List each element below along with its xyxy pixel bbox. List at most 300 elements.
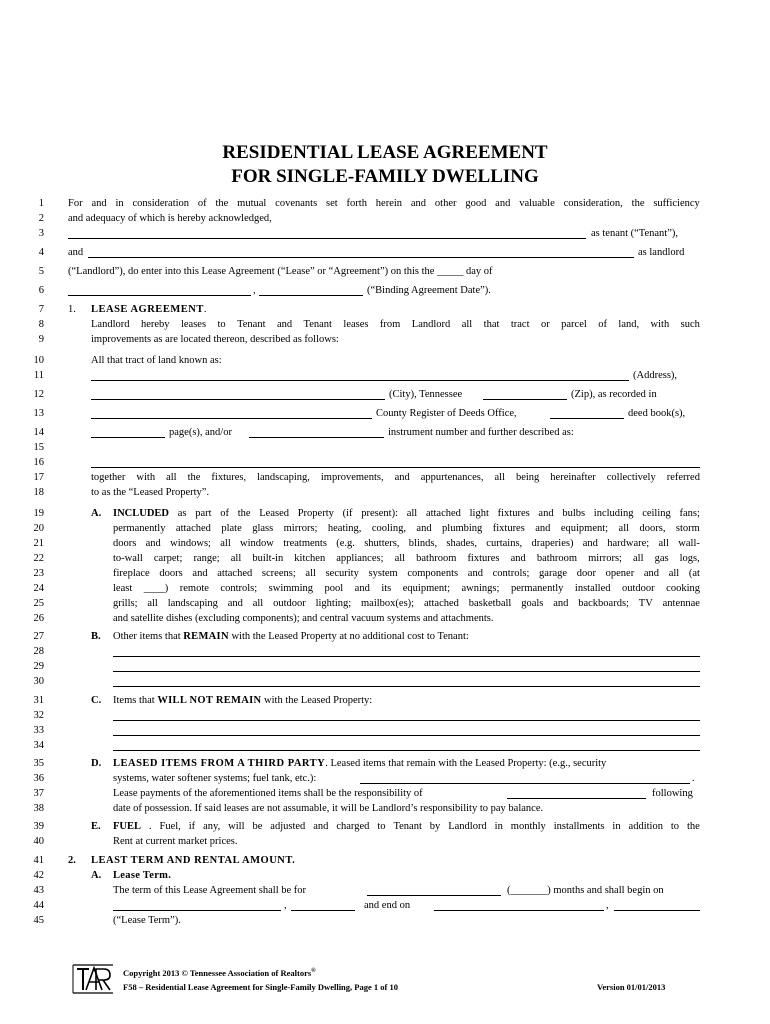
address-field[interactable] — [91, 380, 629, 381]
intro-and-label: and — [68, 247, 84, 258]
line-number: 11 — [33, 370, 44, 381]
agreement-year-field[interactable] — [259, 295, 363, 296]
word: consideration, — [563, 198, 623, 209]
lease-term-months-label: (_______) months and shall begin on — [507, 885, 664, 896]
section-2-heading: LEAST TERM AND RENTAL AMOUNT. — [91, 855, 296, 866]
word: hereinafter — [550, 472, 596, 483]
section-2a-label: A. — [91, 870, 102, 881]
word: installments — [553, 821, 605, 832]
line-number: 32 — [33, 710, 44, 721]
word: parcel — [561, 319, 587, 330]
word: doors — [113, 538, 137, 549]
word: from — [379, 319, 401, 330]
item-d-label: D. — [91, 758, 102, 769]
word: the — [237, 508, 251, 519]
line-number: 30 — [33, 676, 44, 687]
word: appliances; — [336, 553, 384, 564]
item-d-line-35 — [113, 757, 606, 770]
word: fixtures — [467, 553, 500, 564]
word: to — [377, 821, 386, 832]
document-title-line2: FOR SINGLE-FAMILY DWELLING — [231, 166, 539, 187]
word: all — [305, 568, 316, 579]
item-a-line-23 — [113, 567, 700, 580]
word: Landlord — [91, 319, 130, 330]
word: door — [576, 568, 596, 579]
word: improvements, — [320, 472, 384, 483]
word: cooling, — [371, 523, 406, 534]
lease-start-month-day-field[interactable] — [113, 910, 281, 911]
lease-payment-responsibility-field[interactable] — [507, 798, 646, 799]
not-remain-items-field-2[interactable] — [113, 735, 700, 736]
line-number: 23 — [33, 568, 44, 579]
word: heating, — [327, 523, 362, 534]
word: blinds, — [408, 538, 438, 549]
word: sufficiency — [653, 198, 700, 209]
word: and — [227, 598, 243, 609]
word: mirrors; — [283, 523, 318, 534]
word: windows; — [170, 538, 211, 549]
word: and — [276, 319, 293, 330]
agreement-month-day-field[interactable] — [68, 295, 251, 296]
word: outdoor — [622, 583, 655, 594]
lease-start-year-field[interactable] — [291, 910, 355, 911]
word: set — [326, 198, 338, 209]
word: the — [187, 472, 201, 483]
word: and — [467, 568, 483, 579]
landlord-name-field[interactable] — [88, 257, 634, 258]
word: and — [394, 472, 410, 483]
intro-tenant-label: as tenant (“Tenant”), — [591, 228, 679, 239]
word: Leased — [259, 508, 289, 519]
line-number: 28 — [33, 646, 44, 657]
section-1-text-18: to as the “Leased Property”. — [91, 487, 210, 498]
word: all — [668, 568, 680, 579]
footer-copyright — [123, 968, 316, 978]
line-number: 22 — [33, 553, 44, 564]
word: leases — [343, 319, 369, 330]
word: and — [91, 198, 107, 209]
word: all — [461, 319, 473, 330]
word: installed — [574, 583, 611, 594]
word: glass — [252, 523, 274, 534]
word: backboards; — [578, 598, 629, 609]
word: or — [540, 319, 550, 330]
word: (e.g. — [336, 538, 355, 549]
not-remain-items-field-3[interactable] — [113, 750, 700, 751]
document-title-line1: RESIDENTIAL LEASE AGREEMENT — [222, 142, 548, 163]
word: Landlord — [411, 319, 451, 330]
word: all — [406, 508, 418, 519]
line-number: 44 — [33, 900, 44, 911]
word: hardware; — [607, 538, 650, 549]
word: . — [148, 821, 152, 832]
word: together — [91, 472, 126, 483]
word: swimming — [268, 583, 313, 594]
word: logs, — [679, 553, 700, 564]
intro-text-5: (“Landlord”), do enter into this Lease Agreement (“Lease” or “Agreement”) on this the _____ day of — [68, 266, 493, 277]
word: to — [670, 821, 680, 832]
lease-term-months-words-field[interactable] — [367, 895, 501, 896]
line-number: 31 — [33, 695, 44, 706]
line-number: 29 — [33, 661, 44, 672]
item-d-period: . — [692, 773, 695, 784]
registered-mark: ® — [311, 968, 316, 975]
item-a-line-19 — [113, 507, 700, 520]
lease-end-comma: , — [606, 900, 609, 911]
word: such — [680, 319, 700, 330]
word: that — [483, 319, 500, 330]
word: referred — [666, 472, 700, 483]
line-number: 39 — [33, 821, 44, 832]
line-number: 13 — [33, 408, 44, 419]
intro-line-1 — [68, 197, 700, 210]
word: addition — [628, 821, 663, 832]
word: permanently — [510, 583, 564, 594]
word: mirrors; — [588, 553, 622, 564]
word: and — [145, 538, 161, 549]
item-a-line-25 — [113, 597, 700, 610]
deed-book-field[interactable] — [550, 418, 624, 419]
word: by — [429, 821, 441, 832]
item-a-line-24 — [113, 582, 700, 595]
line-number: 18 — [33, 487, 44, 498]
word: land, — [618, 319, 640, 330]
item-d-text-37: Lease payments of the aforementioned items shall be the responsibility of — [113, 788, 423, 799]
word: as — [177, 508, 187, 519]
word: bulbs — [562, 508, 586, 519]
word: bathroom — [536, 553, 578, 564]
item-a-line-20 — [113, 522, 700, 535]
line-number: 16 — [33, 457, 44, 468]
line-number: 42 — [33, 870, 44, 881]
line-number: 25 — [33, 598, 44, 609]
city-label: (City), Tennessee — [389, 389, 463, 400]
section-2-number: 2. — [68, 855, 76, 866]
word: Property — [297, 508, 334, 519]
word: to — [217, 319, 226, 330]
word: Landlord — [448, 821, 487, 832]
word: good — [465, 198, 487, 209]
word: the — [687, 821, 700, 832]
description-field[interactable] — [91, 467, 700, 468]
line-number: 3 — [38, 228, 44, 239]
lease-term-text-43: The term of this Lease Agreement shall be for — [113, 885, 307, 896]
instrument-number-label: instrument number and further described as: — [388, 427, 574, 438]
item-e-label: E. — [91, 821, 101, 832]
word: and — [538, 508, 554, 519]
word: system — [368, 568, 398, 579]
word: shades, — [446, 538, 477, 549]
word: all — [252, 598, 264, 609]
line-number: 10 — [33, 355, 44, 366]
line-number: 37 — [33, 788, 44, 799]
item-a-line-21 — [113, 537, 700, 550]
word: herein — [375, 198, 403, 209]
word: valuable — [519, 198, 555, 209]
word: and — [410, 198, 427, 209]
zip-label: (Zip), as recorded in — [571, 389, 657, 400]
line-number: 26 — [33, 613, 44, 624]
word: landscaping — [167, 598, 218, 609]
word: and — [354, 583, 370, 594]
word: in — [612, 821, 621, 832]
line-number: 43 — [33, 885, 44, 896]
section-1-heading — [91, 303, 207, 316]
item-e-text-40: Rent at current market prices. — [113, 836, 238, 847]
line-number: 6 — [38, 285, 44, 296]
item-d-text-38: date of possession. If said leases are not assumable, it will be Landlord’s responsibility to pay balance. — [113, 803, 544, 814]
word: equipment; — [560, 523, 609, 534]
word: built-in — [252, 553, 284, 564]
lease-end-label: and end on — [364, 900, 411, 911]
word: pool — [324, 583, 344, 594]
word: of — [197, 198, 207, 209]
remain-items-field-3[interactable] — [113, 686, 700, 687]
city-field[interactable] — [91, 399, 385, 400]
footer-form-title: F58 – Residential Lease Agreement for Single-Family Dwelling, Page 1 of 10 — [123, 982, 398, 992]
zip-field[interactable] — [483, 399, 567, 400]
word: attached — [175, 523, 211, 534]
line-number: 19 — [33, 508, 44, 519]
line-number: 1 — [38, 198, 44, 209]
section-1-number: 1. — [68, 304, 76, 315]
word: plumbing — [442, 523, 483, 534]
word: appurtenances, — [420, 472, 484, 483]
pages-field[interactable] — [91, 437, 165, 438]
word: and — [643, 568, 660, 579]
word: any, — [203, 821, 221, 832]
word: and — [510, 553, 526, 564]
word: fixtures, — [211, 472, 247, 483]
remain-items-field-1[interactable] — [113, 656, 700, 657]
word: part — [195, 508, 212, 519]
word: FUEL — [113, 821, 142, 832]
county-field[interactable] — [91, 418, 372, 419]
word: cooking — [666, 583, 700, 594]
pages-label: page(s), and/or — [169, 427, 232, 438]
word: be — [252, 821, 263, 832]
line-number: 8 — [38, 319, 44, 330]
word: antennae — [662, 598, 700, 609]
line-number: 35 — [33, 758, 44, 769]
lease-term-label: (“Lease Term”). — [113, 915, 181, 926]
word: adjusted — [270, 821, 306, 832]
word: forth — [346, 198, 367, 209]
item-c-pre: Items that — [113, 695, 155, 706]
word: fans; — [679, 508, 700, 519]
leased-items-field[interactable] — [360, 783, 690, 784]
word: window — [240, 538, 274, 549]
lease-end-year-field[interactable] — [614, 910, 700, 911]
word: attached — [217, 568, 253, 579]
line-number: 34 — [33, 740, 44, 751]
word: collectively — [606, 472, 656, 483]
lease-term-heading: Lease Term. — [113, 870, 172, 881]
deed-book-label: deed book(s), — [628, 408, 686, 419]
item-b-pre: Other items that — [113, 631, 181, 642]
word: all — [494, 472, 505, 483]
word: gas — [654, 553, 669, 564]
word: its — [381, 583, 392, 594]
word: controls; — [492, 568, 530, 579]
item-a-line-22 — [113, 552, 700, 565]
word: Fuel, — [159, 821, 181, 832]
line-number: 2 — [38, 213, 44, 224]
tenant-name-field[interactable] — [68, 238, 586, 239]
word: permanently — [113, 523, 166, 534]
line-number: 33 — [33, 725, 44, 736]
word: plate — [221, 523, 242, 534]
word: bathroom — [416, 553, 457, 564]
word: security — [325, 568, 359, 579]
word: charged — [336, 821, 370, 832]
line-number: 41 — [33, 855, 44, 866]
word: being — [515, 472, 540, 483]
word: components — [407, 568, 459, 579]
intro-comma: , — [253, 285, 256, 296]
word: to-wall — [113, 553, 143, 564]
will-not-remain-keyword: WILL NOT REMAIN — [157, 695, 262, 706]
word: other — [434, 198, 457, 209]
word: storm — [675, 523, 700, 534]
word: will — [228, 821, 245, 832]
word: fixtures — [492, 523, 525, 534]
instrument-number-field[interactable] — [249, 437, 384, 438]
word: covenants — [275, 198, 318, 209]
not-remain-items-field-1[interactable] — [113, 720, 700, 721]
intro-text-2: and adequacy of which is hereby acknowledged, — [68, 213, 272, 224]
word: the — [631, 198, 645, 209]
word: draperies) — [531, 538, 574, 549]
word: leases — [180, 319, 207, 330]
item-a-label: A. — [91, 508, 102, 519]
word: fixtures — [497, 508, 530, 519]
section-1-text-9: improvements as are located thereon, described as follows: — [91, 334, 339, 345]
line-number: 4 — [38, 247, 44, 258]
word: and — [192, 568, 208, 579]
item-c-label: C. — [91, 695, 102, 706]
word: of — [598, 319, 607, 330]
word: and — [535, 523, 551, 534]
word: curtains, — [486, 538, 523, 549]
section-1-heading-period: . — [203, 304, 207, 315]
binding-agreement-date-label: (“Binding Agreement Date”). — [367, 285, 491, 296]
word: consideration — [132, 198, 190, 209]
word: awnings; — [461, 583, 500, 594]
word: fireplace — [113, 568, 150, 579]
line-number: 12 — [33, 389, 44, 400]
word: present): — [361, 508, 398, 519]
word: doors — [159, 568, 183, 579]
leased-items-keyword: LEASED ITEMS FROM A THIRD PARTY — [113, 758, 326, 769]
word: mailbox(es); — [361, 598, 415, 609]
word: shutters, — [364, 538, 400, 549]
line-number: 7 — [38, 304, 44, 315]
word: controls; — [220, 583, 258, 594]
word: all — [394, 553, 406, 564]
county-label: County Register of Deeds Office, — [376, 408, 517, 419]
word: mutual — [237, 198, 267, 209]
word: all — [166, 472, 177, 483]
line-number: 14 — [33, 427, 44, 438]
word: screens; — [261, 568, 296, 579]
footer-copyright-text: Copyright 2013 © Tennessee Association of Realtors — [123, 968, 312, 978]
line-number: 38 — [33, 803, 44, 814]
line-number: 5 — [38, 266, 44, 277]
intro-landlord-label: as landlord — [638, 247, 685, 258]
word: attached — [423, 598, 459, 609]
item-b-post: with the Leased Property at no additional cost to Tenant: — [231, 631, 469, 642]
word: and — [553, 598, 569, 609]
footer-version: Version 01/01/2013 — [597, 982, 666, 992]
item-d-following: following — [652, 788, 693, 799]
lease-start-comma: , — [284, 900, 287, 911]
remain-keyword: REMAIN — [183, 631, 229, 642]
word: Tenant — [237, 319, 266, 330]
word: all — [147, 598, 158, 609]
line-number: 20 — [33, 523, 44, 534]
remain-items-field-2[interactable] — [113, 671, 700, 672]
word: and — [582, 538, 598, 549]
word: equipment; — [402, 583, 451, 594]
lease-end-month-day-field[interactable] — [434, 910, 604, 911]
word: remote — [179, 583, 209, 594]
word: ____) — [143, 583, 169, 594]
word: grills; — [113, 598, 138, 609]
tar-logo-icon — [72, 963, 114, 995]
line-number: 40 — [33, 836, 44, 847]
word: with — [136, 472, 156, 483]
word: tract — [510, 319, 530, 330]
line-number: 27 — [33, 631, 44, 642]
word: hereby — [140, 319, 170, 330]
word: TV — [638, 598, 653, 609]
item-e-line-39 — [113, 820, 700, 833]
word: the — [215, 198, 229, 209]
word: all — [618, 523, 630, 534]
word: garage — [539, 568, 568, 579]
word: (if — [342, 508, 353, 519]
word: For — [68, 198, 83, 209]
word: wall- — [678, 538, 700, 549]
word: INCLUDED — [113, 508, 170, 519]
section-1-line-17 — [91, 471, 700, 484]
word: including — [593, 508, 634, 519]
line-number: 9 — [38, 334, 44, 345]
word: and — [416, 523, 432, 534]
word: Tenant — [303, 319, 332, 330]
word: monthly — [510, 821, 546, 832]
word: with — [650, 319, 670, 330]
section-1-text-10: All that tract of land known as: — [91, 355, 222, 366]
item-c-text — [113, 694, 372, 707]
item-c-post: with the Leased Property: — [264, 695, 373, 706]
word: opener — [605, 568, 635, 579]
word: lighting; — [315, 598, 352, 609]
word: all — [220, 538, 231, 549]
section-1-line-8 — [91, 318, 700, 331]
word: and — [313, 821, 329, 832]
word: carpet; — [153, 553, 183, 564]
line-number: 36 — [33, 773, 44, 784]
word: range; — [193, 553, 220, 564]
word: (at — [688, 568, 700, 579]
line-number: 17 — [33, 472, 44, 483]
word: basketball — [468, 598, 512, 609]
word: outdoor — [273, 598, 306, 609]
word: kitchen — [294, 553, 326, 564]
item-d-text-36: systems, water softener systems; fuel tank, etc.): — [113, 773, 317, 784]
